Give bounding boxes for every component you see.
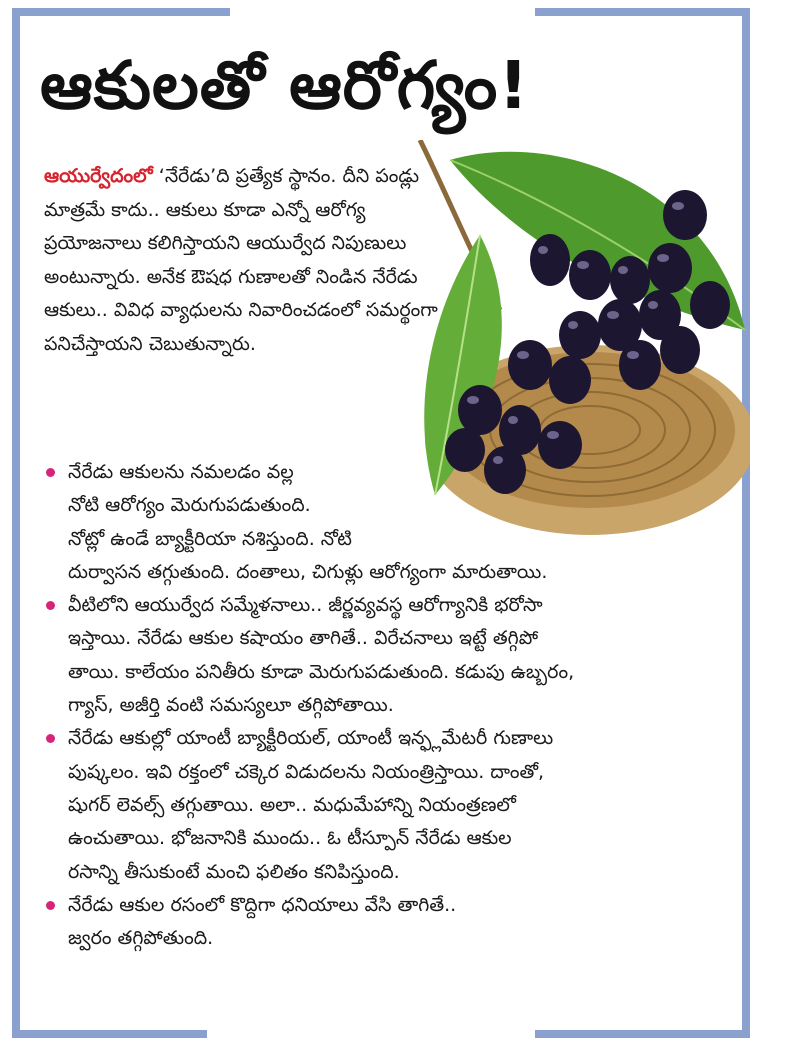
- bullet-line: నేరేడు ఆకుల రసంలో కొద్దిగా ధనియాలు వేసి తాగితే..: [68, 893, 457, 916]
- bullet-dot-icon: [46, 468, 55, 477]
- bullet-line: నేరేడు ఆకులను నమలడం వల్ల: [68, 461, 294, 483]
- intro-paragraph: [44, 160, 444, 361]
- bullet-item-2: [44, 589, 724, 722]
- frame-left: [12, 8, 20, 1038]
- bullet-line: ఇస్తాయి. నేరేడు ఆకుల కషాయం తాగితే.. విరేచనాలు ఇట్టే తగ్గిపో: [68, 627, 539, 650]
- bullet-dot-icon: [46, 734, 55, 743]
- bullet-list: [44, 456, 724, 955]
- intro-text: ‘నేరేడు’ది ప్రత్యేక స్థానం. దీని పండ్లు మాత్రమే కాదు.. ఆకులు కూడా ఎన్నో ఆరోగ్య ప్రయోజనాలు కలిగిస్తాయని ఆయుర్వేద నిపుణులు అంటున్నారు. అనేక ఔషధ గుణాలతో నిండిన నేరేడు ఆకులు.. వివిధ వ్యాధులను నివారించడంలో సమర్థంగా పనిచేస్తాయని చెబుతున్నారు.: [44, 165, 438, 355]
- bullet-dot-icon: [46, 601, 55, 610]
- bullet-dot-icon: [46, 901, 55, 910]
- bullet-line: జ్వరం తగ్గిపోతుంది.: [68, 927, 214, 950]
- bullet-line: నేరేడు ఆకుల్లో యాంటీ బ్యాక్టీరియల్, యాంటీ ఇన్ఫ్లమేటరీ గుణాలు: [68, 727, 554, 750]
- headline: ఆకులతో ఆరోగ్యం!: [40, 47, 530, 124]
- bullet-line: షుగర్ లెవల్స్ తగ్గుతాయి. అలా.. మధుమేహాన్ని నియంత్రణలో: [68, 793, 516, 816]
- intro-lead: ఆయుర్వేదంలో: [44, 165, 153, 187]
- bullet-line: తాయి. కాలేయం పనితీరు కూడా మెరుగుపడుతుంది. కడుపు ఉబ్బరం,: [68, 660, 575, 683]
- bullet-line: నోట్లో ఉండే బ్యాక్టీరియా నశిస్తుంది. నోటి: [68, 527, 352, 550]
- bullet-line: గ్యాస్, అజీర్తి వంటి సమస్యలూ తగ్గిపోతాయి.: [68, 694, 394, 717]
- frame-bottom-left: [12, 1030, 207, 1038]
- bullet-item-4: [44, 889, 724, 956]
- bullet-line: నోటి ఆరోగ్యం మెరుగుపడుతుంది.: [68, 494, 311, 517]
- bullet-line: దుర్వాసన తగ్గుతుంది. దంతాలు, చిగుళ్లు ఆరోగ్యంగా మారుతాయి.: [68, 560, 548, 583]
- bullet-line: పుష్కలం. ఇవి రక్తంలో చక్కెర విడుదలను నియంత్రిస్తాయి. దాంతో,: [68, 760, 545, 783]
- bullet-line: రసాన్ని తీసుకుంటే మంచి ఫలితం కనిపిస్తుంది.: [68, 860, 400, 883]
- frame-top-right: [535, 8, 750, 16]
- bullet-item-3: [44, 722, 724, 888]
- bullet-line: వీటిలోని ఆయుర్వేద సమ్మేళనాలు.. జీర్ణవ్యవస్థ ఆరోగ్యానికి భరోసా: [68, 594, 543, 617]
- bullet-line: ఉంచుతాయి. భోజనానికి ముందు.. ఓ టీస్పూన్ నేరేడు ఆకుల: [68, 827, 512, 850]
- bullet-item-1: [44, 456, 548, 589]
- frame-bottom-right: [535, 1030, 750, 1038]
- frame-top-left: [12, 8, 230, 16]
